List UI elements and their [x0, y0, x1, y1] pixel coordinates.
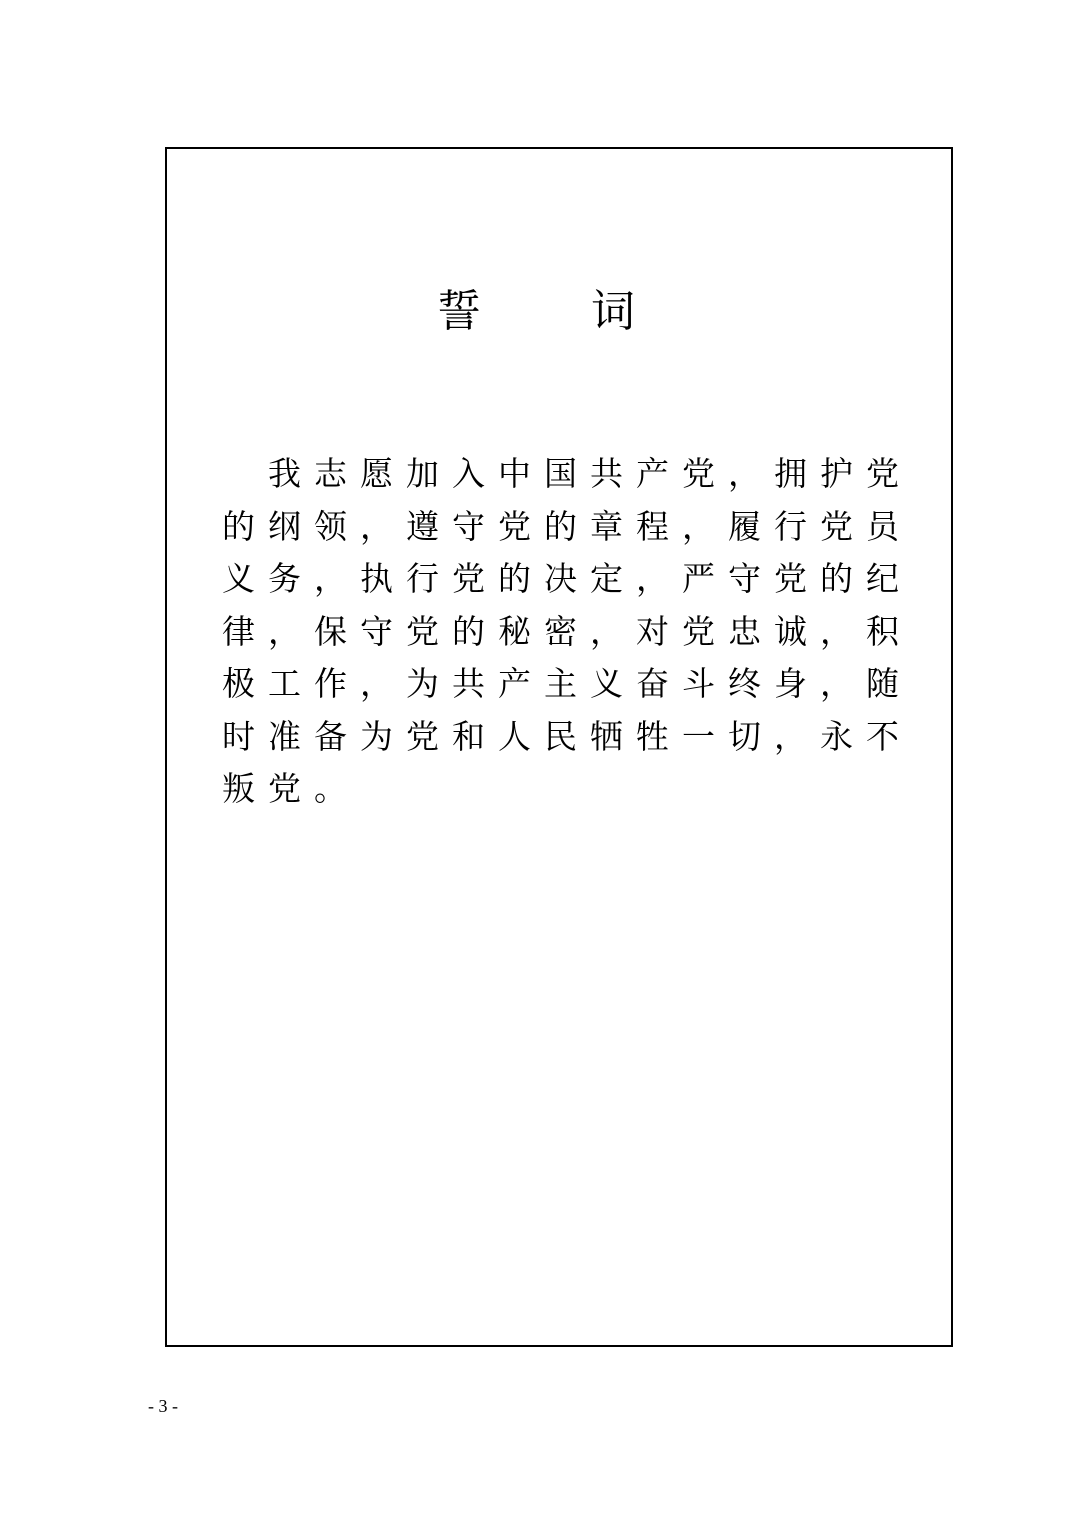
- oath-line: 义务，执行党的决定，严守党的纪: [222, 559, 912, 598]
- page-number: - 3 -: [148, 1396, 178, 1416]
- oath-line: 叛党。: [222, 769, 360, 808]
- oath-line: 极工作，为共产主义奋斗终身，随: [222, 664, 912, 703]
- oath-line: 的纲领，遵守党的章程，履行党员: [222, 506, 912, 546]
- oath-text: [222, 448, 922, 816]
- oath-line: 律，保守党的秘密，对党忠诚，积: [222, 611, 912, 651]
- page-title: 誓 词: [437, 286, 683, 337]
- oath-line: 我志愿加入中国共产党，拥护党: [222, 454, 912, 493]
- oath-line: 时准备为党和人民牺牲一切，永不: [222, 716, 912, 756]
